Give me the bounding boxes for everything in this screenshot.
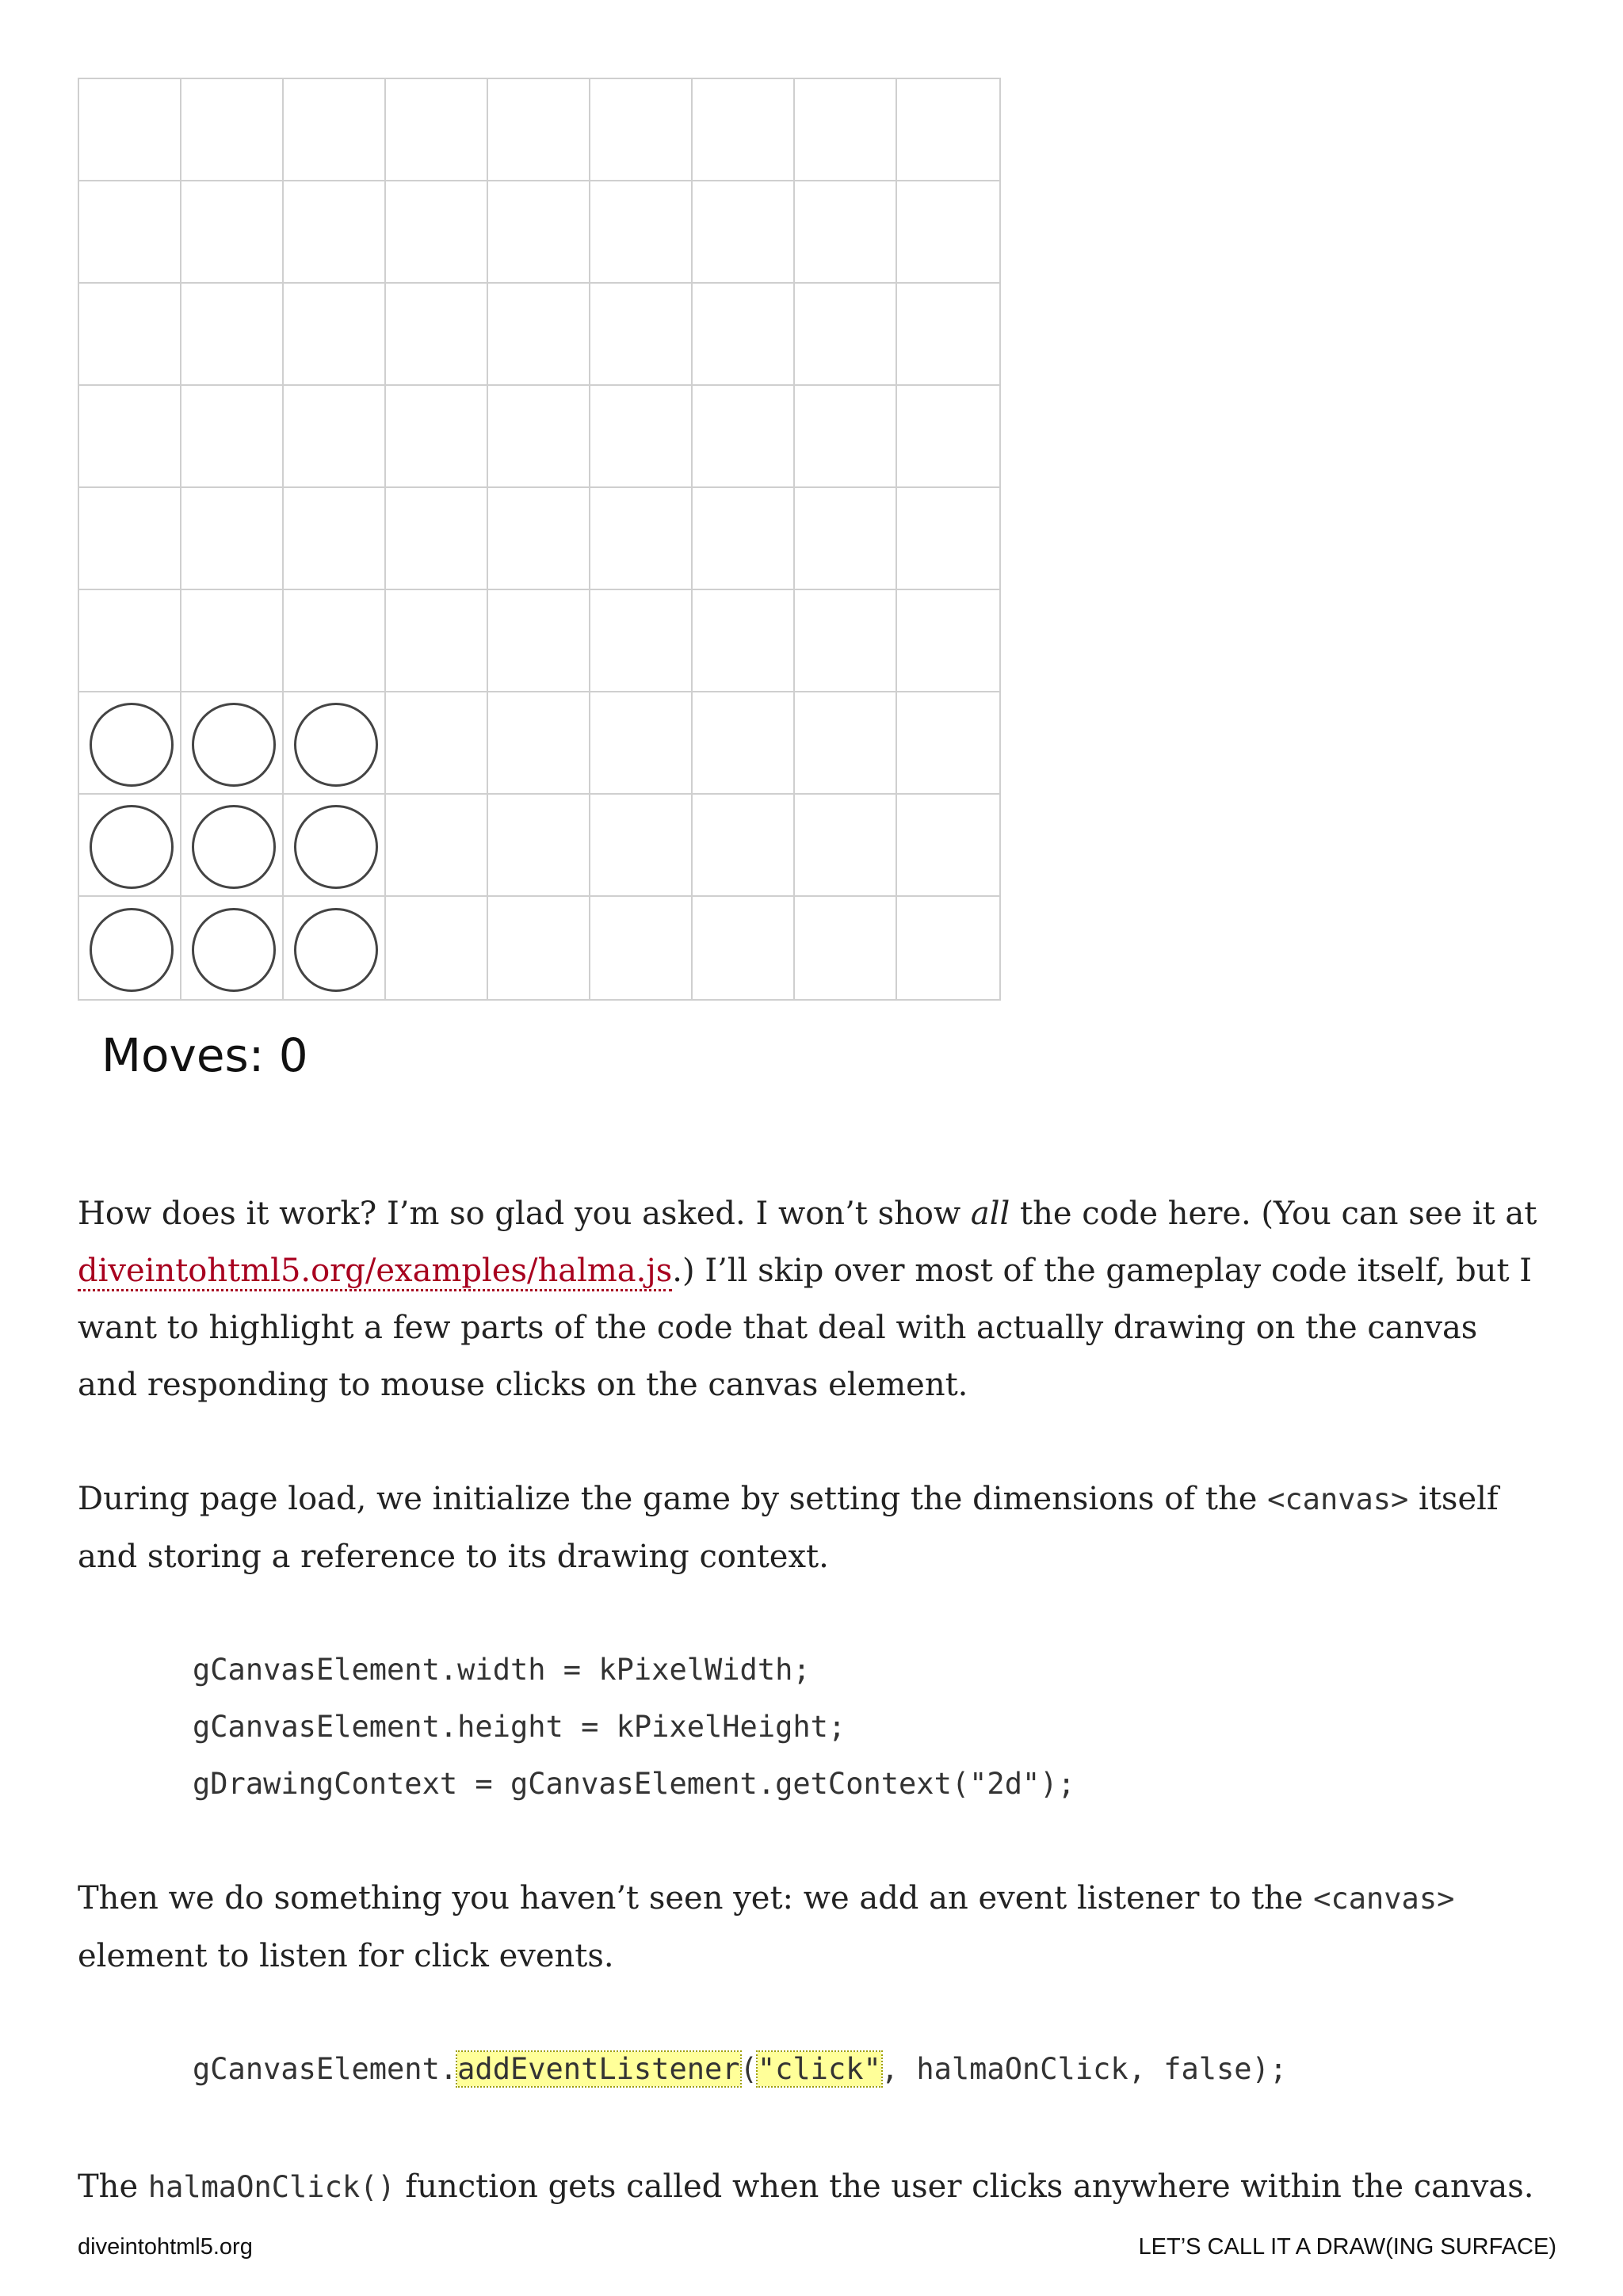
board-cell[interactable]: [79, 795, 181, 897]
board-cell[interactable]: [693, 488, 795, 590]
board-cell[interactable]: [79, 284, 181, 386]
footer-chapter: LET’S CALL IT A DRAW(ING SURFACE): [1138, 2234, 1556, 2260]
board-cell[interactable]: [590, 79, 693, 181]
board-cell[interactable]: [79, 386, 181, 488]
board-cell[interactable]: [693, 79, 795, 181]
then-text-1: Then we do something you haven’t seen yet: we add an event listener to the: [78, 1880, 1314, 1917]
board-cell[interactable]: [488, 284, 590, 386]
board-cell[interactable]: [590, 590, 693, 692]
halma-piece[interactable]: [192, 703, 276, 787]
board-cell[interactable]: [693, 692, 795, 795]
board-cell[interactable]: [488, 590, 590, 692]
board-cell[interactable]: [897, 692, 999, 795]
board-cell[interactable]: [795, 386, 897, 488]
code-part: , halmaOnClick, false);: [880, 2052, 1288, 2086]
halma-js-link[interactable]: diveintohtml5.org/examples/halma.js: [78, 1253, 672, 1291]
board-cell[interactable]: [488, 386, 590, 488]
highlight-click-string: "click": [757, 2052, 881, 2086]
board-cell[interactable]: [284, 795, 386, 897]
board-cell[interactable]: [488, 79, 590, 181]
board-cell[interactable]: [488, 181, 590, 284]
board-cell[interactable]: [897, 284, 999, 386]
board-cell[interactable]: [181, 692, 284, 795]
code-block-1: [193, 1642, 1075, 1813]
board-cell[interactable]: [284, 488, 386, 590]
board-cell[interactable]: [79, 692, 181, 795]
board-cell[interactable]: [488, 897, 590, 999]
board-cell[interactable]: [79, 181, 181, 284]
board-cell[interactable]: [386, 488, 488, 590]
board-cell[interactable]: [488, 795, 590, 897]
intro-text-2: the code here. (You can see it at: [1010, 1196, 1537, 1232]
board-cell[interactable]: [181, 181, 284, 284]
board-cell[interactable]: [590, 284, 693, 386]
board-cell[interactable]: [897, 386, 999, 488]
board-cell[interactable]: [79, 897, 181, 999]
code-line: gCanvasElement.width = kPixelWidth;: [193, 1653, 811, 1687]
board-cell[interactable]: [181, 795, 284, 897]
last-text-1: The: [78, 2168, 148, 2205]
intro-emphasis: all: [970, 1196, 1010, 1232]
during-paragraph: [78, 1470, 1544, 1585]
board-cell[interactable]: [897, 590, 999, 692]
board-cell[interactable]: [79, 79, 181, 181]
board-cell[interactable]: [181, 488, 284, 590]
board-cell[interactable]: [488, 488, 590, 590]
board-cell[interactable]: [284, 181, 386, 284]
halma-piece[interactable]: [90, 805, 174, 889]
then-paragraph: [78, 1870, 1544, 1985]
board-cell[interactable]: [897, 897, 999, 999]
code-line: gDrawingContext = gCanvasElement.getContext("2d");: [193, 1767, 1075, 1801]
board-cell[interactable]: [386, 590, 488, 692]
last-text-2: function gets called when the user clicks anywhere within the canvas.: [395, 2168, 1534, 2205]
halma-piece[interactable]: [192, 908, 276, 992]
board-cell[interactable]: [181, 590, 284, 692]
board-cell[interactable]: [795, 692, 897, 795]
board-cell[interactable]: [181, 386, 284, 488]
moves-counter: Moves: 0: [101, 1028, 308, 1082]
board-cell[interactable]: [386, 181, 488, 284]
board-cell[interactable]: [795, 897, 897, 999]
board-cell[interactable]: [590, 181, 693, 284]
board-cell[interactable]: [79, 590, 181, 692]
halma-piece[interactable]: [192, 805, 276, 889]
board-cell[interactable]: [693, 897, 795, 999]
board-cell[interactable]: [795, 284, 897, 386]
intro-text-3: .) I’ll skip over most of the gameplay code itself, but I want to highlight a few parts of the code that deal with actually drawing on the canvas and responding to mouse clicks on the canvas element.: [78, 1253, 1533, 1403]
board-cell[interactable]: [897, 79, 999, 181]
board-cell[interactable]: [897, 488, 999, 590]
board-cell[interactable]: [386, 386, 488, 488]
code-part: gCanvasElement.: [193, 2052, 458, 2086]
during-text-1: During page load, we initialize the game by setting the dimensions of the: [78, 1481, 1268, 1517]
last-paragraph: [78, 2158, 1544, 2216]
board-cell[interactable]: [693, 795, 795, 897]
board-cell[interactable]: [284, 897, 386, 999]
board-cell[interactable]: [590, 795, 693, 897]
board-cell[interactable]: [590, 488, 693, 590]
board-cell[interactable]: [693, 386, 795, 488]
board-cell[interactable]: [795, 795, 897, 897]
canvas-code: <canvas>: [1267, 1482, 1409, 1516]
board-cell[interactable]: [284, 386, 386, 488]
code-line: gCanvasElement.height = kPixelHeight;: [193, 1710, 846, 1744]
board-cell[interactable]: [284, 79, 386, 181]
board-cell[interactable]: [284, 284, 386, 386]
board-cell[interactable]: [795, 181, 897, 284]
footer-site: diveintohtml5.org: [78, 2234, 253, 2260]
board-cell[interactable]: [897, 181, 999, 284]
board-cell[interactable]: [386, 692, 488, 795]
board-cell[interactable]: [386, 284, 488, 386]
intro-paragraph: [78, 1185, 1544, 1413]
board-cell[interactable]: [795, 590, 897, 692]
board-cell[interactable]: [386, 795, 488, 897]
board-cell[interactable]: [386, 79, 488, 181]
board-cell[interactable]: [897, 795, 999, 897]
halma-piece[interactable]: [294, 703, 378, 787]
during-text-2: itself and storing a reference to its drawing context.: [78, 1481, 1499, 1575]
code-part: (: [739, 2052, 758, 2086]
board-cell[interactable]: [693, 181, 795, 284]
highlight-add-event-listener: addEventListener: [457, 2052, 740, 2086]
board-cell[interactable]: [488, 692, 590, 795]
halma-piece[interactable]: [90, 908, 174, 992]
board-cell[interactable]: [590, 897, 693, 999]
board-cell[interactable]: [284, 590, 386, 692]
then-text-2: element to listen for click events.: [78, 1938, 614, 1974]
board-cell[interactable]: [284, 692, 386, 795]
board-cell[interactable]: [386, 897, 488, 999]
halma-board[interactable]: [78, 78, 1001, 1001]
board-cell[interactable]: [181, 897, 284, 999]
board-cell[interactable]: [181, 284, 284, 386]
intro-text-1: How does it work? I’m so glad you asked. I won’t show: [78, 1196, 971, 1232]
halma-onclick-code: halmaOnClick(): [147, 2170, 395, 2204]
halma-piece[interactable]: [294, 805, 378, 889]
board-cell[interactable]: [693, 590, 795, 692]
board-cell[interactable]: [590, 386, 693, 488]
board-cell[interactable]: [590, 692, 693, 795]
halma-piece[interactable]: [294, 908, 378, 992]
board-cell[interactable]: [795, 488, 897, 590]
canvas-code: <canvas>: [1313, 1882, 1455, 1916]
board-cell[interactable]: [79, 488, 181, 590]
board-cell[interactable]: [181, 79, 284, 181]
halma-piece[interactable]: [90, 703, 174, 787]
code-block-2: [193, 2041, 1287, 2098]
board-cell[interactable]: [693, 284, 795, 386]
board-cell[interactable]: [795, 79, 897, 181]
